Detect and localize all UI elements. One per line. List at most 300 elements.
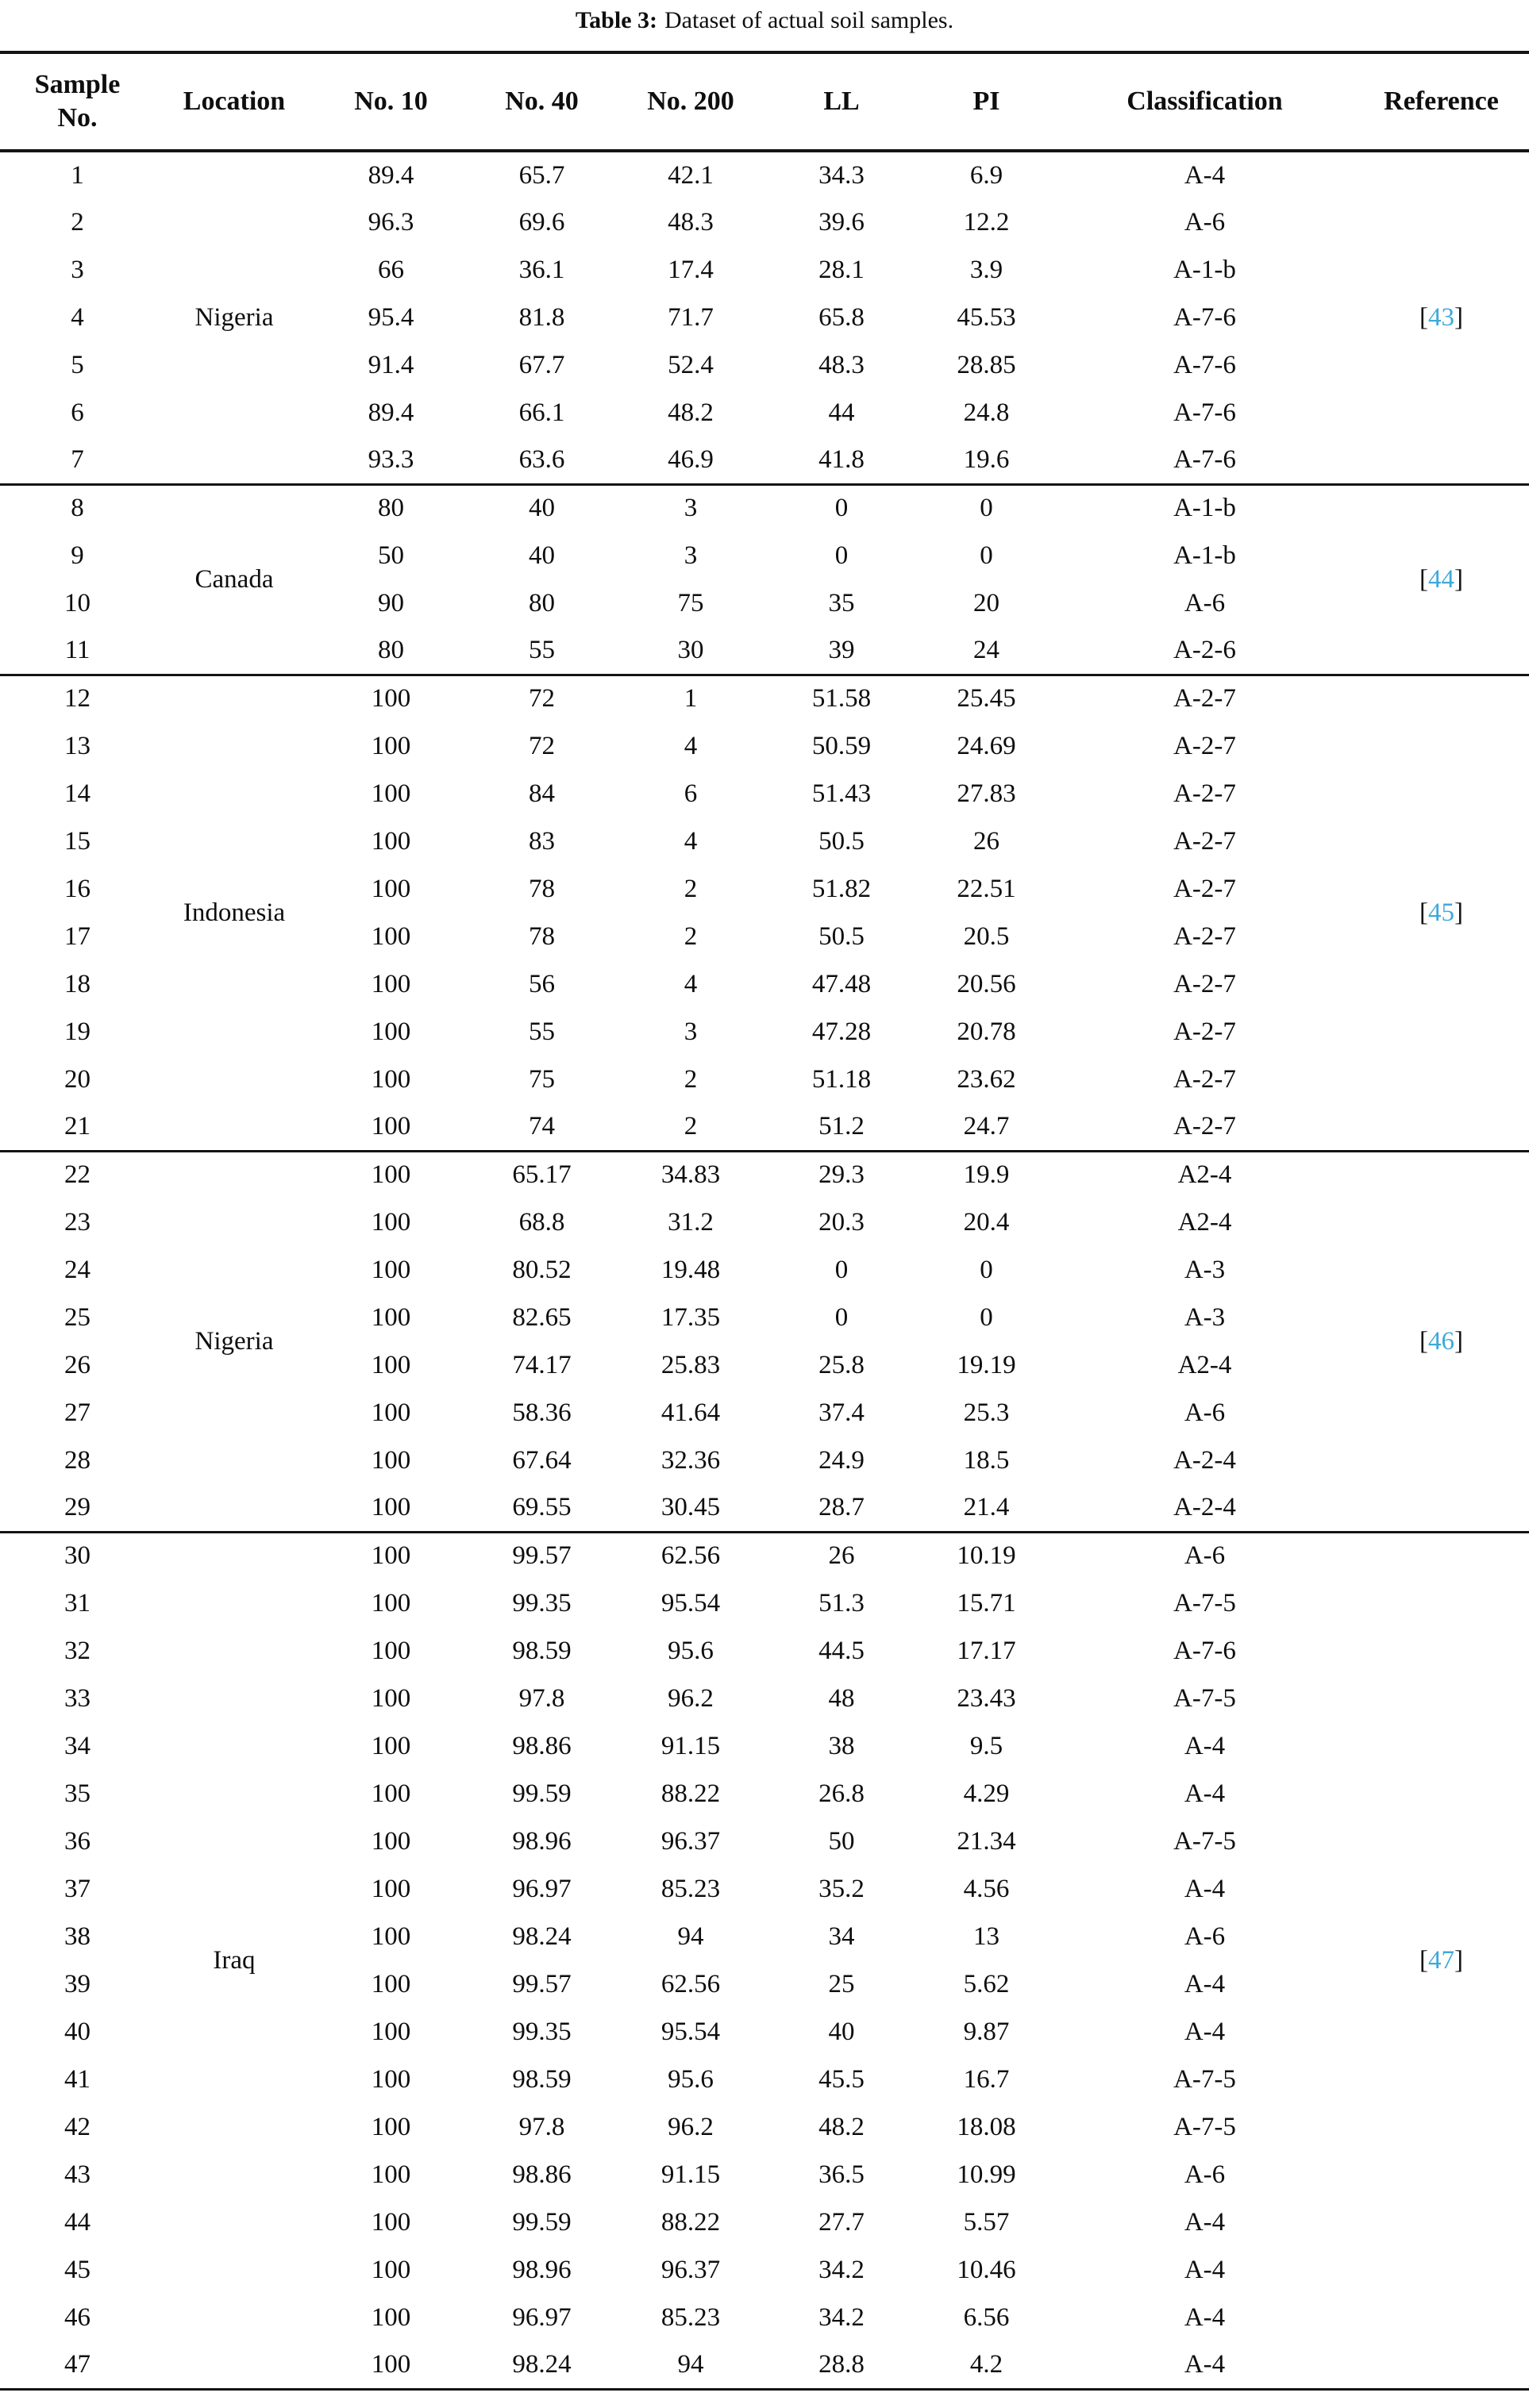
no200-cell: 48.2 xyxy=(668,398,714,427)
no40-cell: 98.96 xyxy=(512,2255,572,2284)
no10-cell: 100 xyxy=(371,2207,411,2237)
pi-cell: 4.29 xyxy=(963,1779,1010,1808)
pi-cell: 0 xyxy=(980,1302,993,1332)
column-header-classification: Classification xyxy=(1127,87,1283,116)
no10-cell: 100 xyxy=(371,1826,411,1856)
classification-cell: A-7-5 xyxy=(1173,1683,1236,1713)
sample-no-cell: 1 xyxy=(71,160,84,190)
classification-cell: A-2-4 xyxy=(1173,1492,1236,1521)
pi-cell: 0 xyxy=(980,540,993,570)
no40-cell: 99.57 xyxy=(512,1541,572,1571)
citation-link[interactable]: 43 xyxy=(1428,302,1454,332)
sample-no-cell: 31 xyxy=(64,1588,91,1618)
no200-cell: 62.56 xyxy=(661,1969,721,1998)
no10-cell: 100 xyxy=(371,1636,411,1665)
classification-cell: A-7-6 xyxy=(1173,398,1236,427)
pi-cell: 18.08 xyxy=(957,2112,1016,2141)
pi-cell: 24.7 xyxy=(963,1111,1010,1141)
pi-cell: 4.56 xyxy=(963,1874,1010,1903)
ll-cell: 39.6 xyxy=(818,207,865,237)
sample-no-cell: 10 xyxy=(64,588,91,617)
no10-cell: 100 xyxy=(371,2064,411,2094)
no40-cell: 69.55 xyxy=(512,1492,572,1521)
classification-cell: A-2-7 xyxy=(1173,826,1236,856)
no40-cell: 56 xyxy=(529,969,555,998)
reference-cell xyxy=(1354,151,1529,484)
pi-cell: 5.57 xyxy=(963,2207,1010,2237)
no40-cell: 98.86 xyxy=(512,1731,572,1760)
ll-cell: 24.9 xyxy=(818,1445,865,1475)
ll-cell: 36.5 xyxy=(818,2160,865,2189)
no200-cell: 17.35 xyxy=(661,1302,721,1332)
no10-cell: 100 xyxy=(371,1398,411,1427)
no10-cell: 100 xyxy=(371,1160,411,1190)
sample-no-cell: 39 xyxy=(64,1969,91,1998)
no10-cell: 89.4 xyxy=(368,160,414,190)
ll-cell: 25 xyxy=(828,1969,855,1998)
sample-no-cell: 15 xyxy=(64,826,91,856)
no40-cell: 72 xyxy=(529,731,555,760)
no10-cell: 100 xyxy=(371,874,411,903)
no40-cell: 40 xyxy=(529,540,555,570)
no10-cell: 100 xyxy=(371,826,411,856)
column-header-pi: PI xyxy=(972,87,1000,116)
reference-cell xyxy=(1354,675,1529,1151)
no40-cell: 74 xyxy=(529,1111,555,1141)
ll-cell: 28.1 xyxy=(818,255,865,284)
sample-no-cell: 37 xyxy=(64,1874,91,1903)
pi-cell: 26 xyxy=(973,826,999,856)
no10-cell: 100 xyxy=(371,1350,411,1379)
no10-cell: 100 xyxy=(371,2302,411,2332)
no200-cell: 2 xyxy=(684,874,698,903)
ll-cell: 35.2 xyxy=(818,1874,865,1903)
ll-cell: 37.4 xyxy=(818,1398,865,1427)
sample-no-cell: 2 xyxy=(71,207,84,237)
no10-cell: 100 xyxy=(371,1588,411,1618)
ll-cell: 27.7 xyxy=(818,2207,865,2237)
no200-cell: 19.48 xyxy=(661,1255,721,1284)
sample-no-cell: 42 xyxy=(64,2112,91,2141)
ll-cell: 0 xyxy=(834,494,849,523)
column-header-no40: No. 40 xyxy=(505,87,579,116)
no40-cell: 96.97 xyxy=(512,1874,572,1903)
no40-cell: 68.8 xyxy=(518,1207,565,1237)
pi-cell: 23.62 xyxy=(957,1064,1016,1094)
sample-no-cell: 43 xyxy=(64,2160,91,2189)
classification-cell: A-2-7 xyxy=(1173,874,1236,903)
sample-no-cell: 5 xyxy=(71,350,84,379)
sample-no-cell: 3 xyxy=(71,255,84,284)
classification-cell: A2-4 xyxy=(1177,1207,1232,1237)
no40-cell: 81.8 xyxy=(518,302,565,332)
no40-cell: 97.8 xyxy=(518,1683,565,1713)
no10-cell: 100 xyxy=(371,1111,411,1141)
sample-no-cell: 19 xyxy=(64,1017,91,1046)
ll-cell: 50.5 xyxy=(818,826,865,856)
no10-cell: 100 xyxy=(371,2349,411,2379)
column-header-no10: No. 10 xyxy=(354,87,428,116)
ll-cell: 34 xyxy=(828,1921,855,1951)
sample-no-cell: 23 xyxy=(64,1207,91,1237)
no10-cell: 50 xyxy=(378,540,404,570)
ll-cell: 50.5 xyxy=(818,921,865,951)
no200-cell: 88.22 xyxy=(661,2207,721,2237)
ll-cell: 51.43 xyxy=(811,779,872,808)
no40-cell: 99.35 xyxy=(512,2017,572,2046)
no200-cell: 42.1 xyxy=(668,160,714,190)
pi-cell: 23.43 xyxy=(957,1683,1016,1713)
classification-cell: A-6 xyxy=(1184,1398,1226,1427)
classification-cell: A-6 xyxy=(1184,1921,1226,1951)
classification-cell: A-2-6 xyxy=(1173,635,1236,664)
pi-cell: 20.56 xyxy=(957,969,1016,998)
no200-cell: 85.23 xyxy=(661,2302,721,2332)
pi-cell: 20 xyxy=(973,588,999,617)
no10-cell: 100 xyxy=(371,1683,411,1713)
no40-cell: 69.6 xyxy=(518,207,565,237)
classification-cell: A-2-7 xyxy=(1173,779,1236,808)
soil-samples-table xyxy=(0,51,1529,2391)
citation-bracket-close: ] xyxy=(1454,1326,1463,1356)
pi-cell: 10.19 xyxy=(957,1541,1016,1571)
column-header-sample-no xyxy=(0,52,155,151)
no10-cell: 100 xyxy=(371,2160,411,2189)
no40-cell: 65.17 xyxy=(512,1160,572,1190)
classification-cell: A-6 xyxy=(1184,207,1226,237)
sample-no-cell: 35 xyxy=(64,1779,91,1808)
no200-cell: 4 xyxy=(684,826,698,856)
no10-cell: 80 xyxy=(378,494,404,523)
location-cell: Canada xyxy=(194,564,274,594)
sample-no-cell: 24 xyxy=(64,1255,91,1284)
location-cell: Iraq xyxy=(213,1945,256,1975)
no10-cell: 91.4 xyxy=(368,350,414,379)
table-row xyxy=(0,1532,1529,1579)
no10-cell: 93.3 xyxy=(368,444,414,474)
no10-cell: 100 xyxy=(371,731,411,760)
classification-cell: A-2-7 xyxy=(1173,1017,1236,1046)
no40-cell: 63.6 xyxy=(518,444,565,474)
column-header-no200: No. 200 xyxy=(647,87,734,116)
ll-cell: 28.7 xyxy=(818,1492,865,1521)
ll-cell: 20.3 xyxy=(818,1207,865,1237)
sample-no-cell: 16 xyxy=(64,874,91,903)
citation-link[interactable]: 44 xyxy=(1428,564,1454,594)
ll-cell: 26.8 xyxy=(818,1779,865,1808)
sample-no-cell: 46 xyxy=(64,2302,91,2332)
no200-cell: 30 xyxy=(677,635,704,664)
sample-no-cell: 45 xyxy=(64,2255,91,2284)
location-cell: Nigeria xyxy=(194,302,274,332)
sample-no-cell: 40 xyxy=(64,2017,91,2046)
pi-cell: 27.83 xyxy=(957,779,1016,808)
no40-cell: 65.7 xyxy=(518,160,565,190)
ll-cell: 51.18 xyxy=(811,1064,872,1094)
no200-cell: 95.54 xyxy=(661,2017,721,2046)
classification-cell: A-7-5 xyxy=(1173,1826,1236,1856)
no40-cell: 84 xyxy=(529,779,555,808)
classification-cell: A-2-7 xyxy=(1173,921,1236,951)
no200-cell: 94 xyxy=(677,1921,704,1951)
no10-cell: 100 xyxy=(371,1541,411,1571)
classification-cell: A-4 xyxy=(1184,1969,1226,1998)
no200-cell: 95.6 xyxy=(668,2064,714,2094)
location-group xyxy=(0,484,1529,675)
sample-no-cell: 8 xyxy=(71,494,84,523)
no10-cell: 100 xyxy=(371,779,411,808)
citation-bracket-open: [ xyxy=(1419,302,1428,332)
sample-no-cell: 32 xyxy=(64,1636,91,1665)
sample-no-cell: 4 xyxy=(71,302,84,332)
no40-cell: 72 xyxy=(529,684,555,714)
no10-cell: 100 xyxy=(371,1445,411,1475)
no40-cell: 83 xyxy=(529,826,555,856)
ll-cell: 51.82 xyxy=(811,874,872,903)
pi-cell: 21.34 xyxy=(957,1826,1016,1856)
no200-cell: 52.4 xyxy=(668,350,714,379)
ll-cell: 39 xyxy=(828,635,855,664)
no200-cell: 46.9 xyxy=(668,444,714,474)
table-header xyxy=(0,52,1529,151)
classification-cell: A2-4 xyxy=(1177,1160,1232,1190)
citation-bracket-open: [ xyxy=(1419,898,1428,927)
no200-cell: 91.15 xyxy=(661,2160,721,2189)
no200-cell: 62.56 xyxy=(661,1541,721,1571)
ll-cell: 28.8 xyxy=(818,2349,865,2379)
no200-cell: 88.22 xyxy=(661,1779,721,1808)
no10-cell: 100 xyxy=(371,2255,411,2284)
no10-cell: 100 xyxy=(371,1969,411,1998)
sample-no-cell: 30 xyxy=(64,1541,91,1571)
location-group xyxy=(0,151,1529,484)
classification-cell: A-2-7 xyxy=(1173,969,1236,998)
pi-cell: 20.5 xyxy=(963,921,1010,951)
no10-cell: 66 xyxy=(378,255,404,284)
column-header-reference: Reference xyxy=(1384,87,1499,116)
no200-cell: 41.64 xyxy=(661,1398,721,1427)
no40-cell: 98.59 xyxy=(512,1636,572,1665)
no10-cell: 89.4 xyxy=(368,398,414,427)
no40-cell: 67.64 xyxy=(512,1445,572,1475)
classification-cell: A-2-7 xyxy=(1173,731,1236,760)
table-row xyxy=(0,675,1529,722)
pi-cell: 15.71 xyxy=(957,1588,1016,1618)
sample-no-cell: 18 xyxy=(64,969,91,998)
ll-cell: 65.8 xyxy=(818,302,865,332)
pi-cell: 19.9 xyxy=(963,1160,1010,1190)
no40-cell: 78 xyxy=(529,921,555,951)
no200-cell: 96.37 xyxy=(661,1826,721,1856)
citation-bracket-open: [ xyxy=(1419,1945,1428,1975)
classification-cell: A-2-7 xyxy=(1173,1111,1236,1141)
pi-cell: 24.69 xyxy=(957,731,1016,760)
no200-cell: 96.2 xyxy=(668,1683,714,1713)
no40-cell: 80.52 xyxy=(512,1255,572,1284)
sample-no-cell: 28 xyxy=(64,1445,91,1475)
ll-cell: 50 xyxy=(828,1826,855,1856)
classification-cell: A-1-b xyxy=(1173,255,1236,284)
no40-cell: 99.59 xyxy=(512,1779,572,1808)
no10-cell: 100 xyxy=(371,1874,411,1903)
classification-cell: A2-4 xyxy=(1177,1350,1232,1379)
no200-cell: 3 xyxy=(684,494,698,523)
pi-cell: 0 xyxy=(980,1255,993,1284)
sample-no-cell: 25 xyxy=(64,1302,91,1332)
no10-cell: 100 xyxy=(371,1207,411,1237)
pi-cell: 20.78 xyxy=(957,1017,1016,1046)
sample-no-cell: 33 xyxy=(64,1683,91,1713)
no200-cell: 95.6 xyxy=(668,1636,714,1665)
no40-cell: 75 xyxy=(529,1064,555,1094)
pi-cell: 6.56 xyxy=(963,2302,1010,2332)
pi-cell: 10.46 xyxy=(957,2255,1016,2284)
classification-cell: A-3 xyxy=(1184,1302,1226,1332)
classification-cell: A-1-b xyxy=(1173,494,1236,523)
sample-no-cell: 29 xyxy=(64,1492,91,1521)
no40-cell: 99.57 xyxy=(512,1969,572,1998)
no10-cell: 100 xyxy=(371,1064,411,1094)
classification-cell: A-4 xyxy=(1184,1731,1226,1760)
no10-cell: 100 xyxy=(371,1731,411,1760)
pi-cell: 16.7 xyxy=(963,2064,1010,2094)
no200-cell: 3 xyxy=(684,1017,698,1046)
table-row xyxy=(0,1151,1529,1198)
no200-cell: 25.83 xyxy=(661,1350,721,1379)
ll-cell: 0 xyxy=(834,1255,849,1284)
no200-cell: 2 xyxy=(684,921,698,951)
classification-cell: A-7-5 xyxy=(1173,1588,1236,1618)
column-header-sample-no-label: Sample No. xyxy=(34,69,121,133)
no40-cell: 74.17 xyxy=(512,1350,572,1379)
reference-cell xyxy=(1354,484,1529,675)
no40-cell: 98.96 xyxy=(512,1826,572,1856)
classification-cell: A-4 xyxy=(1184,2255,1226,2284)
table-row xyxy=(0,484,1529,532)
no200-cell: 96.2 xyxy=(668,2112,714,2141)
no200-cell: 32.36 xyxy=(661,1445,721,1475)
pi-cell: 19.6 xyxy=(963,444,1010,474)
ll-cell: 50.59 xyxy=(811,731,872,760)
citation-link[interactable]: 46 xyxy=(1428,1326,1454,1356)
no200-cell: 91.15 xyxy=(661,1731,721,1760)
classification-cell: A-2-7 xyxy=(1173,684,1236,714)
no10-cell: 100 xyxy=(371,1779,411,1808)
pi-cell: 13 xyxy=(973,1921,999,1951)
ll-cell: 48.2 xyxy=(818,2112,865,2141)
no10-cell: 100 xyxy=(371,684,411,714)
pi-cell: 20.4 xyxy=(963,1207,1010,1237)
classification-cell: A-6 xyxy=(1184,588,1226,617)
pi-cell: 45.53 xyxy=(957,302,1016,332)
ll-cell: 47.48 xyxy=(811,969,872,998)
pi-cell: 28.85 xyxy=(957,350,1016,379)
table-caption-text: Dataset of actual soil samples. xyxy=(664,7,954,33)
classification-cell: A-4 xyxy=(1184,1874,1226,1903)
sample-no-cell: 47 xyxy=(64,2349,91,2379)
table-caption-label: Table 3: xyxy=(575,7,658,33)
location-cell: Indonesia xyxy=(183,898,286,927)
ll-cell: 0 xyxy=(834,540,849,570)
classification-cell: A-7-6 xyxy=(1173,444,1236,474)
sample-no-cell: 12 xyxy=(64,684,91,714)
pi-cell: 18.5 xyxy=(963,1445,1010,1475)
ll-cell: 34.3 xyxy=(818,160,865,190)
pi-cell: 9.5 xyxy=(969,1731,1003,1760)
ll-cell: 38 xyxy=(828,1731,855,1760)
sample-no-cell: 21 xyxy=(64,1111,91,1141)
classification-cell: A-4 xyxy=(1184,2207,1226,2237)
no200-cell: 94 xyxy=(677,2349,704,2379)
no200-cell: 95.54 xyxy=(661,1588,721,1618)
no40-cell: 67.7 xyxy=(518,350,565,379)
no200-cell: 4 xyxy=(684,969,698,998)
sample-no-cell: 14 xyxy=(64,779,91,808)
ll-cell: 41.8 xyxy=(818,444,865,474)
no200-cell: 30.45 xyxy=(661,1492,721,1521)
pi-cell: 0 xyxy=(980,494,993,523)
classification-cell: A-1-b xyxy=(1173,540,1236,570)
citation-link[interactable]: 47 xyxy=(1428,1945,1454,1975)
sample-no-cell: 38 xyxy=(64,1921,91,1951)
no10-cell: 100 xyxy=(371,1921,411,1951)
classification-cell: A-7-5 xyxy=(1173,2064,1236,2094)
ll-cell: 51.58 xyxy=(811,684,872,714)
no10-cell: 80 xyxy=(378,635,404,664)
no200-cell: 3 xyxy=(684,540,698,570)
no200-cell: 75 xyxy=(677,588,704,617)
ll-cell: 34.2 xyxy=(818,2302,865,2332)
no40-cell: 66.1 xyxy=(518,398,565,427)
sample-no-cell: 22 xyxy=(64,1160,91,1190)
sample-no-cell: 26 xyxy=(64,1350,91,1379)
no40-cell: 55 xyxy=(529,635,555,664)
header-row xyxy=(0,52,1529,151)
no40-cell: 80 xyxy=(529,588,555,617)
no200-cell: 85.23 xyxy=(661,1874,721,1903)
citation-bracket-close: ] xyxy=(1454,564,1463,594)
sample-no-cell: 41 xyxy=(64,2064,91,2094)
classification-cell: A-4 xyxy=(1184,2302,1226,2332)
classification-cell: A-6 xyxy=(1184,1541,1226,1571)
location-group xyxy=(0,675,1529,1151)
sample-no-cell: 13 xyxy=(64,731,91,760)
no40-cell: 55 xyxy=(529,1017,555,1046)
sample-no-cell: 36 xyxy=(64,1826,91,1856)
no10-cell: 100 xyxy=(371,2017,411,2046)
classification-cell: A-2-7 xyxy=(1173,1064,1236,1094)
no40-cell: 82.65 xyxy=(512,1302,572,1332)
classification-cell: A-7-6 xyxy=(1173,1636,1236,1665)
classification-cell: A-4 xyxy=(1184,2017,1226,2046)
pi-cell: 22.51 xyxy=(957,874,1016,903)
classification-cell: A-2-4 xyxy=(1173,1445,1236,1475)
no40-cell: 98.59 xyxy=(512,2064,572,2094)
pi-cell: 17.17 xyxy=(957,1636,1016,1665)
pi-cell: 24 xyxy=(973,635,999,664)
classification-cell: A-7-6 xyxy=(1173,302,1236,332)
classification-cell: A-7-6 xyxy=(1173,350,1236,379)
citation-bracket-open: [ xyxy=(1419,1326,1428,1356)
pi-cell: 19.19 xyxy=(957,1350,1016,1379)
sample-no-cell: 7 xyxy=(71,444,84,474)
no10-cell: 100 xyxy=(371,1302,411,1332)
citation-link[interactable]: 45 xyxy=(1428,898,1454,927)
no200-cell: 4 xyxy=(684,731,698,760)
column-header-ll: LL xyxy=(823,87,860,116)
ll-cell: 35 xyxy=(828,588,855,617)
table-caption xyxy=(0,0,1529,51)
